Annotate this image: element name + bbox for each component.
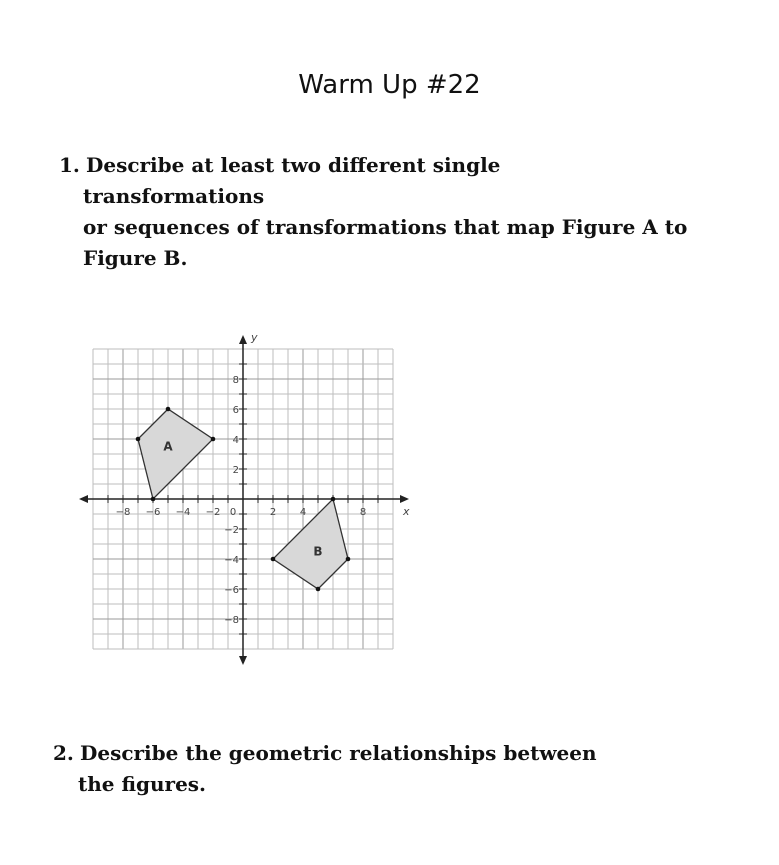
y-tick-label: 8 bbox=[232, 375, 239, 386]
y-tick-label: −6 bbox=[224, 585, 239, 596]
y-tick-label: 6 bbox=[232, 405, 239, 416]
figure-b-vertex bbox=[331, 497, 336, 502]
figure-b-vertex bbox=[271, 557, 276, 562]
question-1-line-4: Figure B. bbox=[83, 246, 188, 270]
y-axis-arrow-up bbox=[239, 335, 247, 344]
coordinate-plane-svg bbox=[78, 330, 413, 670]
question-1-line-1: Describe at least two different single bbox=[86, 153, 501, 177]
question-2-line-1: Describe the geometric relationships between bbox=[80, 741, 597, 765]
y-axis-label: y bbox=[251, 331, 258, 344]
question-1-line-3: or sequences of transformations that map Figure A to bbox=[83, 215, 688, 239]
figure-a-vertex bbox=[136, 437, 141, 442]
y-tick-label: −8 bbox=[224, 615, 239, 626]
x-tick-label: −4 bbox=[175, 507, 191, 518]
x-axis-arrow-right bbox=[400, 495, 409, 503]
x-axis-label: x bbox=[403, 505, 410, 518]
y-tick-label: −2 bbox=[224, 525, 239, 536]
page-title: Warm Up #22 bbox=[298, 70, 481, 100]
figure-a-vertex bbox=[166, 407, 171, 412]
figure-a-label: A bbox=[163, 439, 173, 454]
figure-a-vertex bbox=[211, 437, 216, 442]
y-tick-label: 2 bbox=[232, 465, 239, 476]
figure-b-vertex bbox=[316, 587, 321, 592]
y-tick-label: 4 bbox=[232, 435, 239, 446]
question-2-line-2: the figures. bbox=[78, 772, 207, 796]
y-tick-label: −4 bbox=[224, 555, 239, 566]
question-2-number: 2. bbox=[53, 741, 74, 765]
x-tick-label: −6 bbox=[145, 507, 161, 518]
coordinate-graph bbox=[78, 330, 413, 670]
x-tick-label: 4 bbox=[299, 507, 307, 518]
question-1-line-2: transformations bbox=[83, 184, 265, 208]
question-2 bbox=[53, 738, 753, 800]
x-tick-label: 8 bbox=[359, 507, 367, 518]
figure-a-vertex bbox=[151, 497, 156, 502]
figure-b-label: B bbox=[313, 544, 323, 559]
x-axis-arrow-left bbox=[79, 495, 88, 503]
figure-b-vertex bbox=[346, 557, 351, 562]
x-tick-label: −8 bbox=[115, 507, 131, 518]
question-1-number: 1. bbox=[59, 153, 80, 177]
origin-label: 0 bbox=[229, 507, 237, 518]
y-axis-arrow-down bbox=[239, 656, 247, 665]
x-tick-label: −2 bbox=[205, 507, 221, 518]
question-1 bbox=[59, 150, 759, 274]
x-tick-label: 2 bbox=[269, 507, 277, 518]
